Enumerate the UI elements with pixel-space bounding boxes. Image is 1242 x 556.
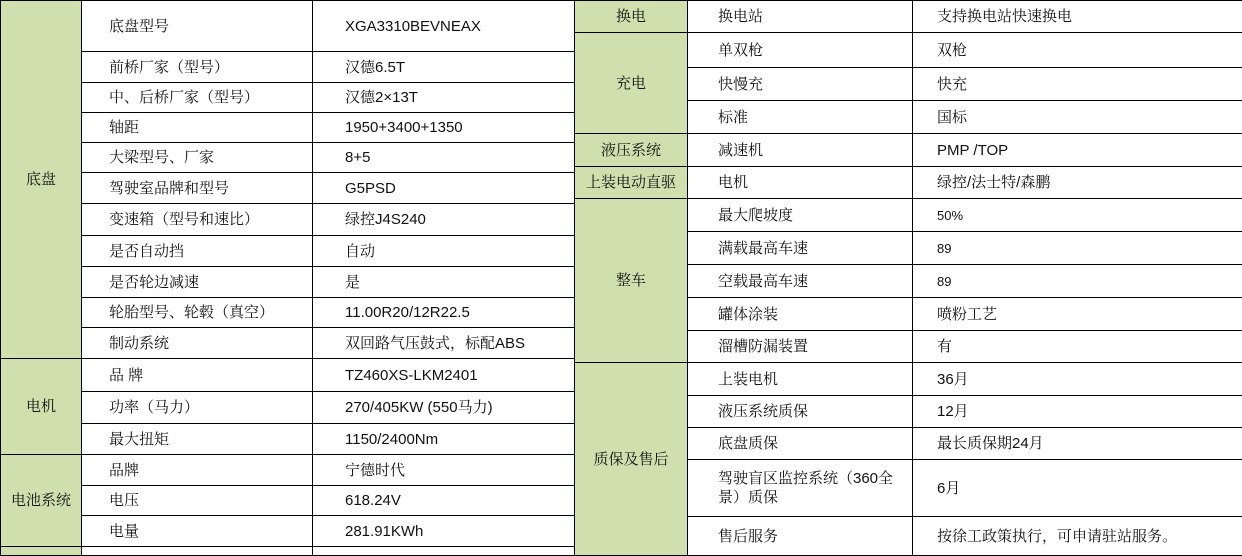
spec-value-cell: 双枪 (913, 33, 1242, 68)
spec-value-cell: 国标 (913, 101, 1242, 134)
spec-value-cell: PMP /TOP (913, 134, 1242, 167)
spec-label-cell: 溜槽防漏装置 (688, 331, 913, 363)
spec-value-cell: 有 (913, 331, 1242, 363)
spec-value-cell: 6月 (913, 460, 1242, 517)
spec-label-cell: 空载最高车速 (688, 265, 913, 298)
spec-value-cell: 270/405KW (550马力) (313, 392, 575, 424)
spec-value-cell: 12月 (913, 396, 1242, 428)
spec-value-cell: 11.00R20/12R22.5 (313, 298, 575, 328)
spec-value-cell: 宁德时代 (313, 455, 575, 486)
section-header-cell-partial (1, 547, 82, 556)
section-header-cell: 质保及售后 (575, 363, 688, 556)
spec-label-cell: 大梁型号、厂家 (82, 143, 313, 173)
spec-value-cell: G5PSD (313, 173, 575, 204)
spec-value-cell: 按徐工政策执行，可申请驻站服务。 (913, 517, 1242, 556)
spec-label-cell: 换电站 (688, 1, 913, 33)
spec-value-cell: 汉德2×13T (313, 83, 575, 113)
left-spec-table (0, 0, 575, 556)
spec-label-cell: 电压 (82, 486, 313, 516)
section-header-cell: 电池系统 (1, 455, 82, 547)
spec-label-cell: 底盘质保 (688, 428, 913, 460)
spec-label-cell: 驾驶室品牌和型号 (82, 173, 313, 204)
spec-label-cell: 最大扭矩 (82, 424, 313, 455)
spec-label-cell: 单双枪 (688, 33, 913, 68)
spec-value-cell: 最长质保期24月 (913, 428, 1242, 460)
spec-value-cell: 喷粉工艺 (913, 298, 1242, 331)
spec-label-cell: 液压系统质保 (688, 396, 913, 428)
empty-cell (313, 547, 575, 556)
spec-label-cell: 底盘型号 (82, 1, 313, 52)
spec-label-cell: 最大爬坡度 (688, 199, 913, 232)
spec-value-cell: 281.91KWh (313, 516, 575, 547)
spec-label-cell: 前桥厂家（型号） (82, 52, 313, 83)
spec-value-cell: 1150/2400Nm (313, 424, 575, 455)
spec-label-cell: 减速机 (688, 134, 913, 167)
spec-value-cell: 36月 (913, 363, 1242, 396)
spec-value-cell: 是 (313, 267, 575, 298)
spec-value-cell: 支持换电站快速换电 (913, 1, 1242, 33)
spec-label-cell: 电机 (688, 167, 913, 199)
spec-value-cell: 1950+3400+1350 (313, 113, 575, 143)
spec-value-cell: 50% (913, 199, 1242, 232)
section-header-cell: 充电 (575, 33, 688, 134)
spec-value-cell: 双回路气压鼓式，标配ABS (313, 328, 575, 359)
spec-value-cell: 汉德6.5T (313, 52, 575, 83)
spec-label-cell: 标准 (688, 101, 913, 134)
spec-value-cell: 绿控/法士特/森鹏 (913, 167, 1242, 199)
section-header-cell: 电机 (1, 359, 82, 455)
section-header-cell: 整车 (575, 199, 688, 363)
section-header-cell: 上装电动直驱 (575, 167, 688, 199)
spec-label-cell: 电量 (82, 516, 313, 547)
spec-label-cell: 轮胎型号、轮毂（真空） (82, 298, 313, 328)
spec-label-cell: 驾驶盲区监控系统（360全景）质保 (688, 460, 913, 517)
spec-value-cell: XGA3310BEVNEAX (313, 1, 575, 52)
spec-value-cell: TZ460XS-LKM2401 (313, 359, 575, 392)
spec-label-cell: 变速箱（型号和速比） (82, 204, 313, 236)
section-header-cell: 换电 (575, 1, 688, 33)
spec-label-cell: 快慢充 (688, 68, 913, 101)
right-spec-table (575, 0, 1242, 556)
spec-value-cell: 8+5 (313, 143, 575, 173)
spec-label-cell: 功率（马力） (82, 392, 313, 424)
spec-value-cell: 89 (913, 232, 1242, 265)
spec-label-cell: 制动系统 (82, 328, 313, 359)
section-header-cell: 底盘 (1, 1, 82, 359)
spec-label-cell: 上装电机 (688, 363, 913, 396)
spec-value-cell: 自动 (313, 236, 575, 267)
spec-label-cell: 品 牌 (82, 359, 313, 392)
spec-label-cell: 品牌 (82, 455, 313, 486)
spec-label-cell: 是否自动挡 (82, 236, 313, 267)
spec-value-cell: 618.24V (313, 486, 575, 516)
spec-label-cell: 是否轮边减速 (82, 267, 313, 298)
empty-cell (82, 547, 313, 556)
spec-value-cell: 绿控J4S240 (313, 204, 575, 236)
spec-label-cell: 满载最高车速 (688, 232, 913, 265)
spec-label-cell: 中、后桥厂家（型号） (82, 83, 313, 113)
spec-label-cell: 罐体涂装 (688, 298, 913, 331)
section-header-cell: 液压系统 (575, 134, 688, 167)
spec-value-cell: 快充 (913, 68, 1242, 101)
spec-label-cell: 售后服务 (688, 517, 913, 556)
spec-label-cell: 轴距 (82, 113, 313, 143)
spec-value-cell: 89 (913, 265, 1242, 298)
